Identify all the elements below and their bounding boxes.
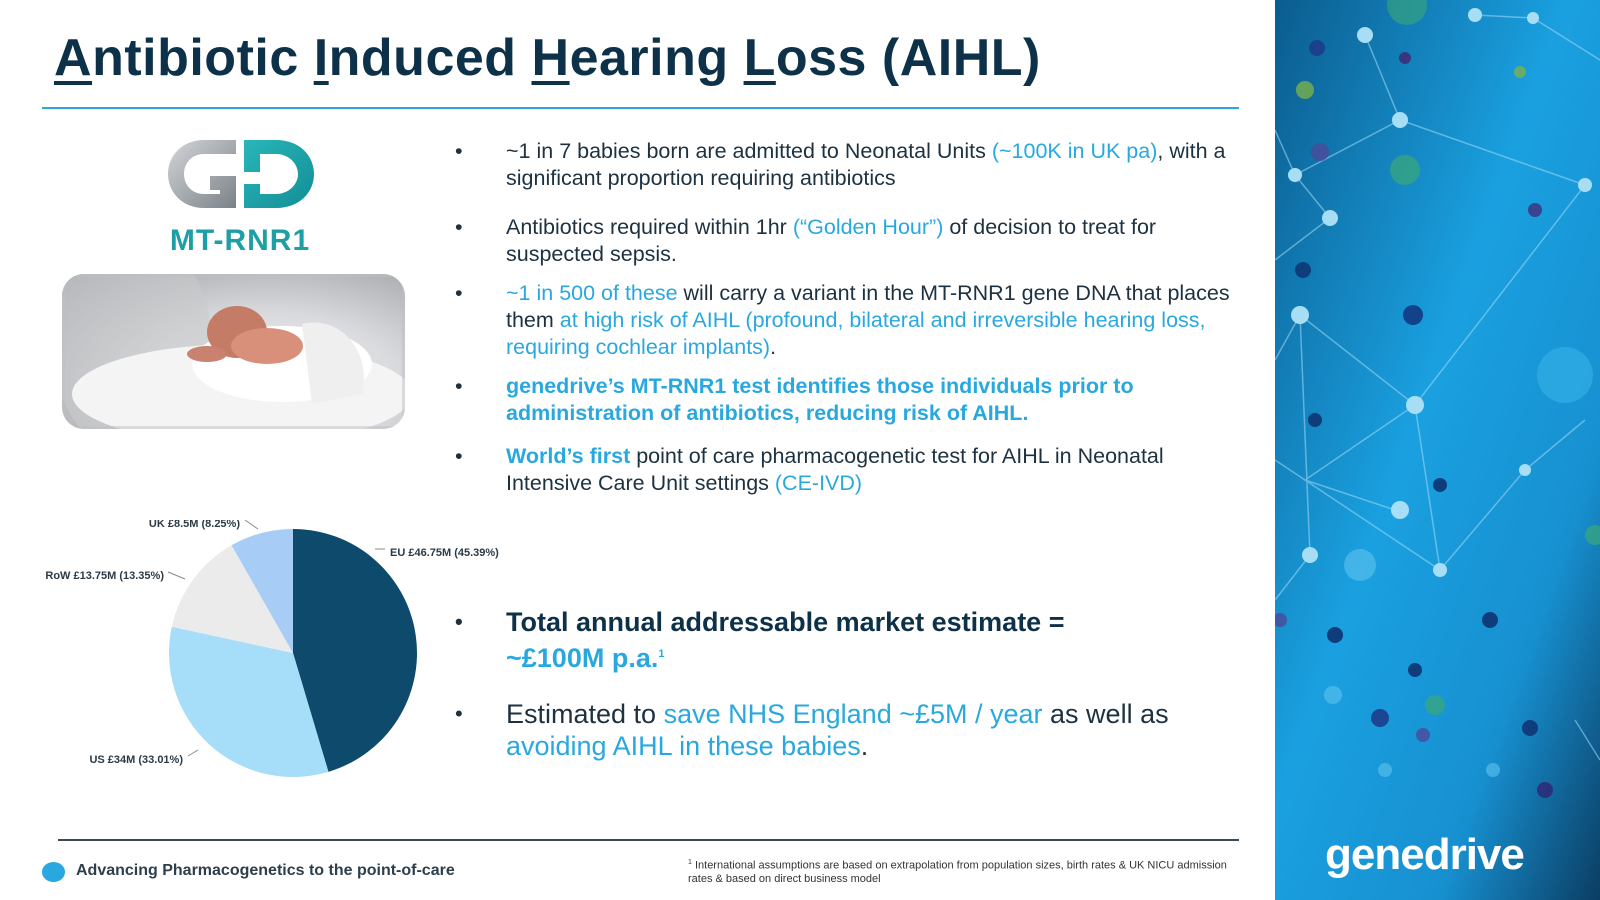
savings-item [455,698,1215,762]
bullet-text: Antibiotics required within 1hr [506,215,793,239]
key-points-list [455,138,1245,497]
bullet-highlight: genedrive’s MT-RNR1 test identifies those individuals prior to administration of antibiotics, reducing risk of AIHL. [506,374,1134,425]
mt-rnr1-logo [150,128,330,258]
footnote [688,856,1228,886]
savings-text: Estimated to [506,699,664,729]
pie-label-uk: UK £8.5M (8.25%) [148,520,240,530]
pie-label-row: RoW £13.75M (13.35%) [45,570,164,582]
market-estimate-item [455,606,1215,674]
bullet-golden-hour [455,214,1245,268]
market-value: ~£100M p.a. [506,643,659,673]
incubator-photo [62,274,405,429]
savings-highlight: save NHS England ~£5M / year [663,699,1043,729]
savings-estimate [455,698,1215,762]
title-part: nduced [328,29,532,87]
market-footnote-marker: 1 [658,648,665,660]
footnote-marker: 1 [688,859,692,866]
title-divider [42,107,1239,109]
bullet-text: ~1 in 7 babies born are admitted to Neonatal Units [506,139,992,163]
title-initial-h: H [531,29,570,87]
bullet-text: point of care pharmacogenetic test for AIHL in Neonatal Intensive Care Unit settings [506,444,1164,495]
pie-label-us: US £34M (33.01%) [89,754,183,766]
network-background-icon [1275,0,1600,900]
savings-highlight: avoiding AIHL in these babies [506,731,861,761]
bullet-text: , with a significant proportion requiring antibiotics [506,139,1226,190]
bullet-worlds-first [455,443,1245,497]
bullet-highlight: at high risk of AIHL (profound, bilateral and irreversible hearing loss, requiring cochlear implants) [506,308,1206,359]
pie-label-eu: EU £46.75M (45.39%) [390,547,499,559]
genedrive-logo: genedrive [1325,830,1524,879]
bullet-highlight: World’s first [506,444,631,468]
decorative-side-panel [1275,0,1600,900]
footer-bullet-icon [42,862,65,882]
footer-tagline: Advancing Pharmacogenetics to the point-of-care [76,862,455,879]
bullet-text: . [770,335,777,359]
bullet-test-identifies [455,373,1245,427]
bullet-text: of decision to treat for suspected sepsis. [506,215,1157,266]
pie-leader-line [188,750,198,756]
savings-text: . [860,731,869,761]
title-part: oss (AIHL) [775,29,1041,87]
title-initial-i: I [313,29,329,87]
title-part: ntibiotic [92,29,314,87]
pie-leader-line [245,520,258,529]
page-title [54,28,1041,88]
logo-caption: MT-RNR1 [169,224,311,257]
bullet-highlight: ~1 in 500 of these [506,281,678,305]
pie-leader-line [168,572,185,579]
bullet-highlight: (~100K in UK pa) [991,139,1158,163]
footer-divider [58,839,1239,841]
title-part: earing [569,29,744,87]
footnote-text: International assumptions are based on extrapolation from population sizes, birth rates & UK NICU admission rates & based on direct business model [688,859,1227,885]
bullet-variant-risk [455,280,1245,361]
bullet-nicu-admissions [455,138,1245,192]
gd-logo-icon [158,128,323,220]
title-initial-l: L [743,29,776,87]
market-line: Total annual addressable market estimate = [506,607,1065,637]
bullet-highlight: (“Golden Hour”) [792,215,944,239]
savings-text: as well as [1042,699,1169,729]
market-pie-chart [30,520,530,800]
bullet-text: will carry a variant in the MT-RNR1 gene DNA that places them [506,281,1230,332]
title-initial-a: A [54,29,93,87]
market-estimate [455,606,1215,674]
bullet-highlight: (CE-IVD) [774,471,863,495]
